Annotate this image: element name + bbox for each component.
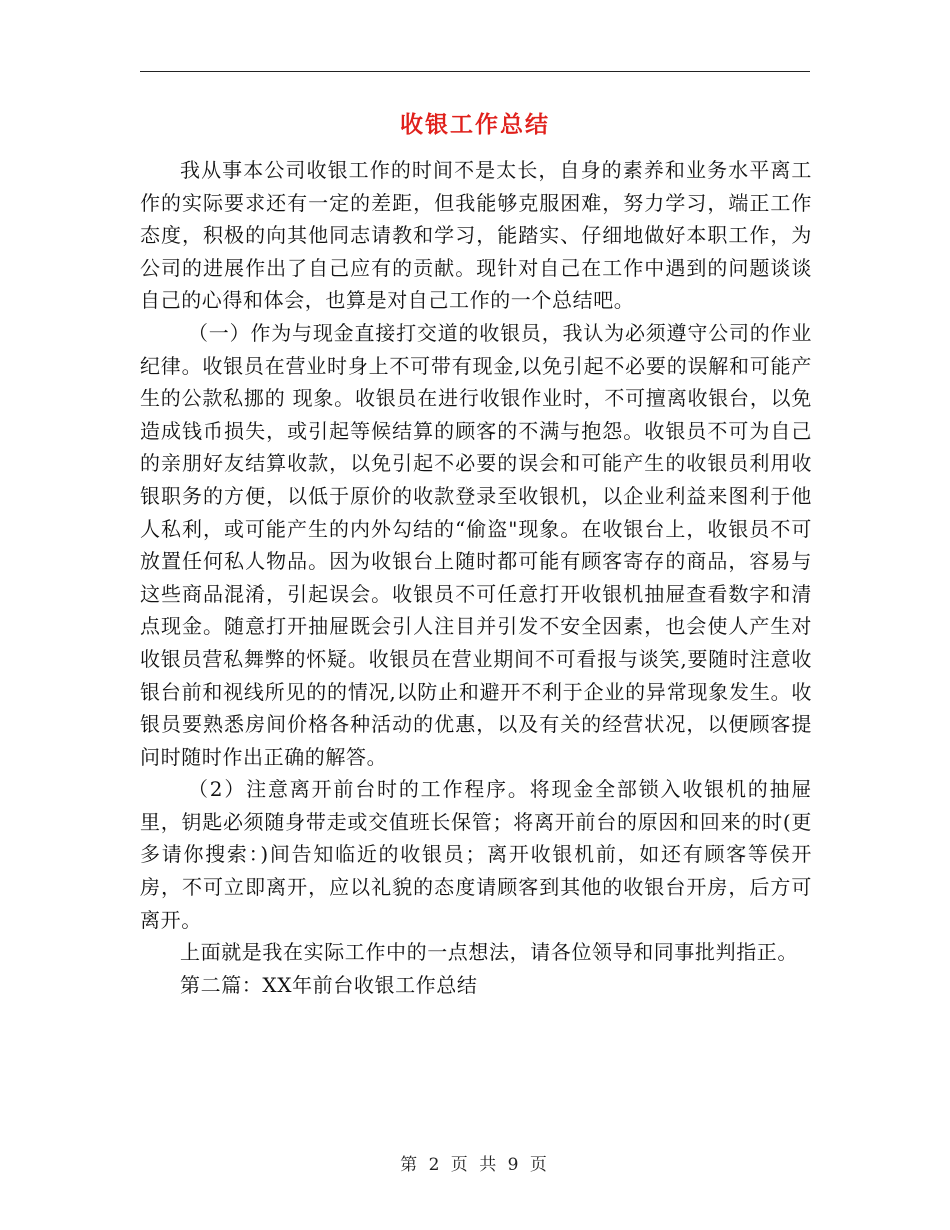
document-body	[140, 154, 812, 1001]
paragraph-next-part-heading: 第二篇：XX年前台收银工作总结	[180, 972, 478, 997]
paragraph-section-one: （一）作为与现金直接打交道的收银员，我认为必须遵守公司的作业纪律。收银员在营业时身上不可带有现金,以免引起不必要的误解和可能产生的公款私挪的 现象。收银员在进行收银作业时，不可擅离收银台，以免造成钱币损失，或引起等候结算的顾客的不满与抱怨。收银员不可为自己的亲朋好友结算收款，以免引起不必要的误会和可能产生的收银员利用收银职务的方便，以低于原价的收款登录至收银机，以企业利益来图利于他人私利，或可能产生的内外勾结的“偷盗"现象。在收银台上，收银员不可放置任何私人物品。因为收银台上随时都可能有顾客寄存的商品，容易与这些商品混淆，引起误会。收银员不可任意打开收银机抽屉查看数字和清点现金。随意打开抽屉既会引人注目并引发不安全因素，也会使人产生对收银员营私舞弊的怀疑。收银员在营业期间不可看报与谈笑,要随时注意收银台前和视线所见的的情况,以防止和避开不利于企业的异常现象发生。收银员要熟悉房间价格各种活动的优惠，以及有关的经营状况，以便顾客提问时随时作出正确的解答。	[140, 320, 812, 769]
page-number: 第 2 页 共 9 页	[400, 1155, 550, 1175]
header-rule	[140, 71, 810, 72]
paragraph-intro: 我从事本公司收银工作的时间不是太长，自身的素养和业务水平离工作的实际要求还有一定的差距，但我能够克服困难，努力学习，端正工作态度，积极的向其他同志请教和学习，能踏实、仔细地做好本职工作，为公司的进展作出了自己应有的贡献。现针对自己在工作中遇到的问题谈谈自己的心得和体会，也算是对自己工作的一个总结吧。	[140, 158, 812, 313]
paragraph-section-two: （2）注意离开前台时的工作程序。将现金全部锁入收银机的抽屉里，钥匙必须随身带走或交值班长保管；将离开前台的原因和回来的时(更多请你搜索：)间告知临近的收银员；离开收银机前，如还有顾客等侯开房，不可立即离开，应以礼貌的态度请顾客到其他的收银台开房，后方可离开。	[140, 777, 812, 932]
paragraph-closing: 上面就是我在实际工作中的一点想法，请各位领导和同事批判指正。	[180, 940, 798, 965]
document-title: 收银工作总结	[400, 111, 550, 138]
